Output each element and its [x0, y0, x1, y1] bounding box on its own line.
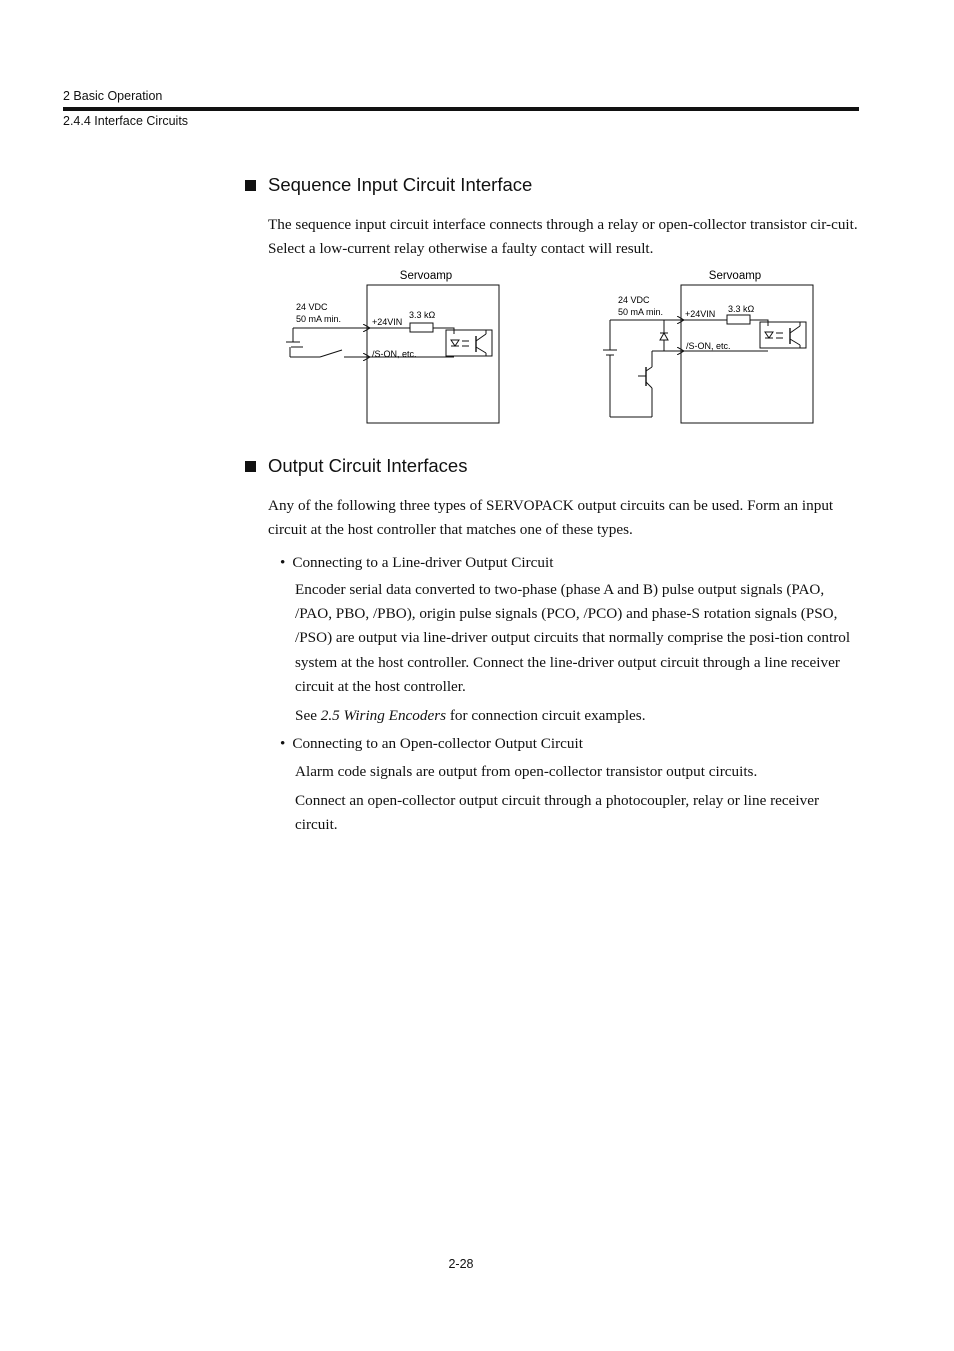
- line-driver-see-reference: [295, 704, 861, 728]
- bullet-line-driver-label: Connecting to a Line-driver Output Circuit: [292, 554, 554, 571]
- resistor-label: 3.3 kΩ: [409, 310, 436, 320]
- open-collector-circuit-diagram: [603, 270, 813, 423]
- bullet-dot-icon: •: [280, 735, 286, 752]
- bullet-open-collector-label: Connecting to an Open-collector Output Circuit: [292, 735, 583, 752]
- resistor-symbol: [410, 323, 433, 332]
- servoamp-label: Servoamp: [708, 270, 762, 282]
- see-prefix: See: [295, 707, 321, 724]
- section-header: 2.4.4 Interface Circuits: [63, 114, 189, 128]
- supply-voltage-label: 24 VDC: [618, 295, 650, 305]
- pin-24vin-label: +24VIN: [685, 309, 716, 319]
- open-collector-description-1: Alarm code signals are output from open-collector transistor output circuits.: [295, 763, 758, 780]
- supply-current-label: 50 mA min.: [618, 307, 664, 317]
- pin-son-label: /S-ON, etc.: [686, 341, 731, 351]
- diode-icon: [660, 333, 668, 340]
- square-bullet-icon: [245, 180, 256, 191]
- square-bullet-icon: [245, 461, 256, 472]
- resistor-symbol: [727, 315, 750, 324]
- pin-24vin-label: +24VIN: [372, 317, 403, 327]
- output-interfaces-paragraph: Any of the following three types of SERVOPACK output circuits can be used. Form an input circuit at the host controller that matches one of these types.: [268, 497, 834, 538]
- header-rule: [63, 107, 859, 111]
- chapter-header: 2 Basic Operation: [63, 89, 163, 103]
- bullet-line-driver: [280, 551, 553, 575]
- sequence-input-title: Sequence Input Circuit Interface: [268, 174, 533, 195]
- sequence-input-heading: [245, 174, 532, 196]
- sequence-input-circuit-figure: [280, 262, 840, 432]
- sequence-input-paragraph: The sequence input circuit interface connects through a relay or open-collector transistor cir-cuit. Select a low-current relay otherwise a faulty contact will result.: [268, 216, 858, 257]
- pin-son-label: /S-ON, etc.: [372, 349, 417, 359]
- led-icon: [451, 340, 459, 346]
- output-interfaces-heading: [245, 455, 467, 477]
- supply-current-label: 50 mA min.: [296, 314, 342, 324]
- led-icon: [765, 332, 773, 338]
- bullet-open-collector: [280, 732, 583, 756]
- open-collector-description-2: Connect an open-collector output circuit through a photocoupler, relay or line receiver circuit.: [295, 792, 820, 834]
- relay-contact: [320, 350, 342, 357]
- resistor-label: 3.3 kΩ: [728, 304, 755, 314]
- relay-circuit-diagram: [286, 270, 499, 423]
- wiring-encoders-link[interactable]: 2.5 Wiring Encoders: [320, 707, 447, 724]
- output-interfaces-title: Output Circuit Interfaces: [268, 455, 468, 476]
- page-number: 2-28: [448, 1257, 474, 1271]
- supply-voltage-label: 24 VDC: [296, 302, 328, 312]
- servoamp-label: Servoamp: [399, 270, 453, 282]
- line-driver-description: Encoder serial data converted to two-phase (phase A and B) pulse output signals (PAO, /PAO, PBO, /PBO), origin pulse signals (PCO, /PCO) and phase-S rotation signals (PSO, /PSO) are output via line-driver output circuits that normally comprise the posi-tion control system at the host controller. Connect the line-driver output circuit through a line receiver circuit at the host controller.: [295, 581, 851, 695]
- see-suffix: for connection circuit examples.: [446, 707, 646, 724]
- bullet-dot-icon: •: [280, 554, 286, 571]
